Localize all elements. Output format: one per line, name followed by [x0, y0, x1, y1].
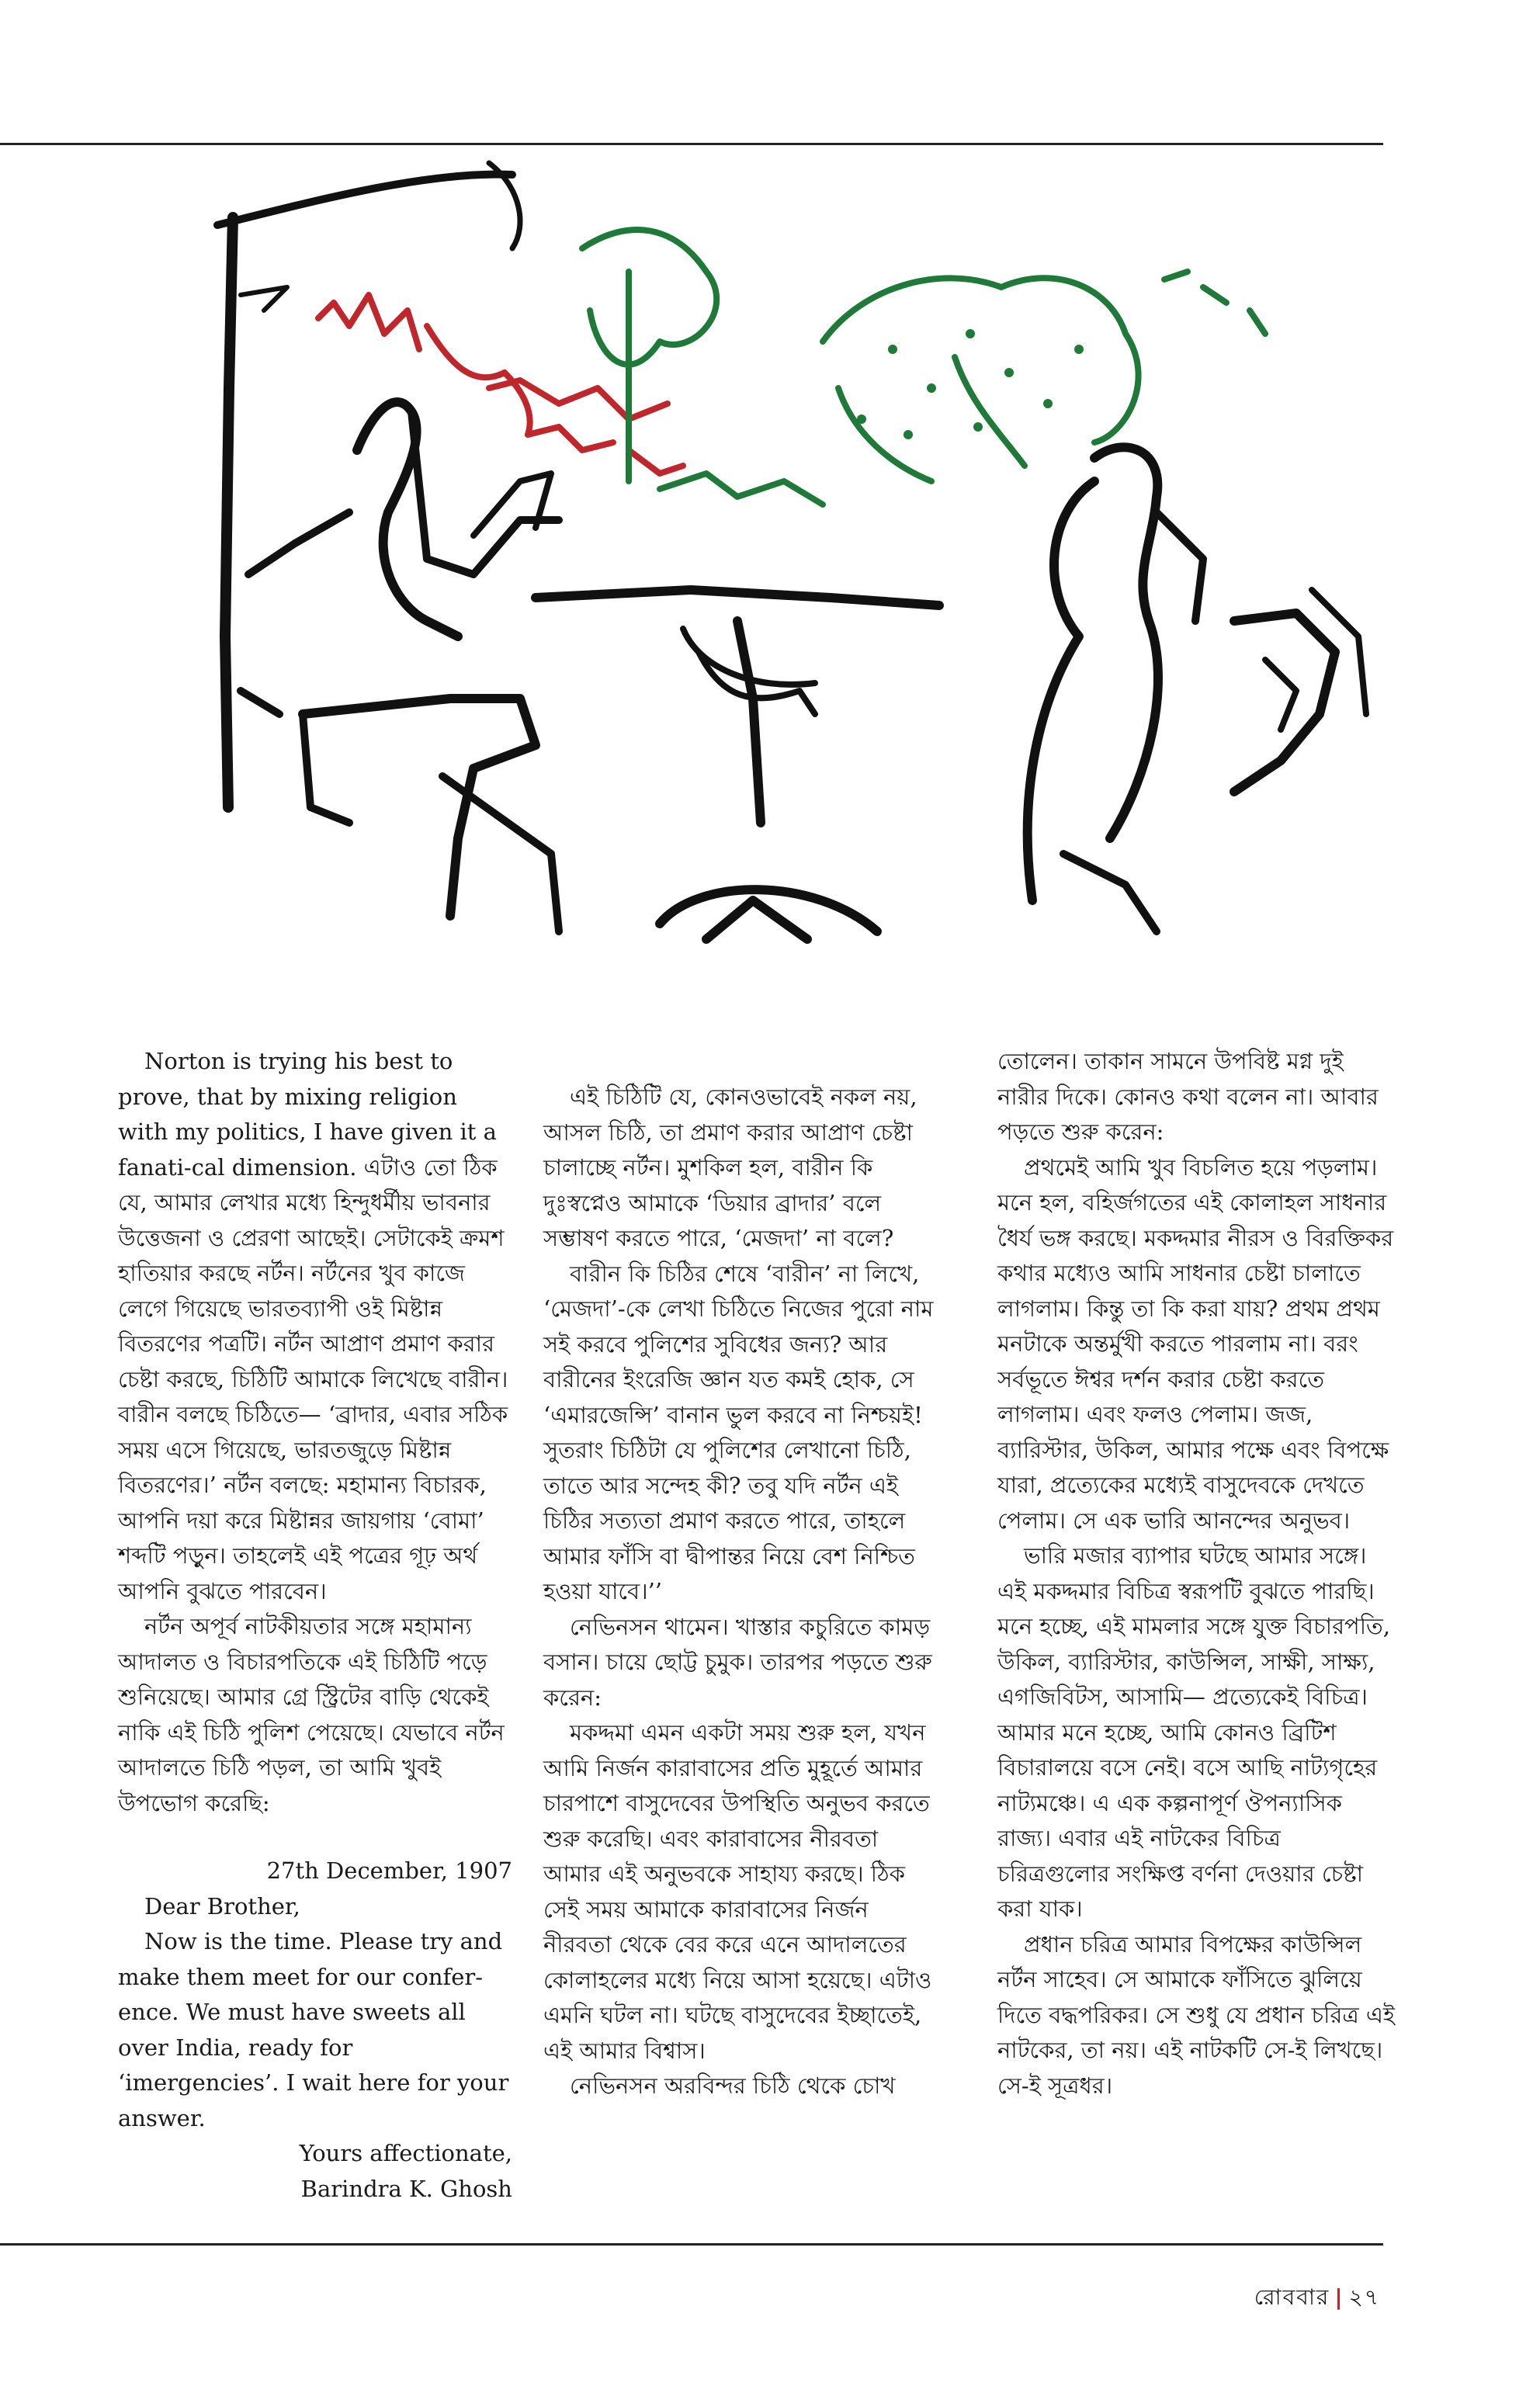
right-chair [1234, 613, 1335, 792]
table-stand [737, 621, 761, 823]
page-footer [1254, 2280, 1380, 2317]
paragraph: প্রধান চরিত্র আমার বিপক্ষের কাউন্সিল নর্টন সাহেব। সে আমাকে ফাঁসিতে ঝুলিয়ে দিতে বদ্ধপরিকর। সে শুধু যে প্রধান চরিত্র এই নাটকের, তা নয়। এই নাটকটি সে-ই লিখছে। সে-ই সূত্রধর। [997, 1930, 1396, 2099]
paragraph: এই চিঠিটি যে, কোনওভাবেই নকল নয়, আসল চিঠি, তা প্রমাণ করার আপ্রাণ চেষ্টা চালাচ্ছে নর্টন। মুশকিল হল, বারীন কি দুঃস্বপ্নেও আমাকে ‘ডিয়ার ব্রাদার’ বলে সম্ভাষণ করতে পারে, ‘মেজদা’ না বলে? [543, 1084, 917, 1251]
table-top [536, 590, 939, 605]
column-2 [543, 1044, 939, 2104]
letter-salutation: Dear Brother, [144, 1892, 300, 1920]
letter-body: Now is the time. Please try and make them meet for our confer-ence. We must have sweets all over India, ready for ‘imergencies’. I wait here for your answer. [118, 1928, 509, 2131]
paragraph: মকদ্দমা এমন একটা সময় শুরু হল, যখন আমি নির্জন কারাবাসের প্রতি মুহূর্তে আমার চারপাশে বাসুদেবের উপস্থিতি অনুভব করতে শুরু করেছি। এবং কারাবাসের নীরবতা আমার এই অনুভবকে সাহায্য করছে। ঠিক সেই সময় আমাকে কারাবাসের নির্জন নীরবতা থেকে বের করে এনে আদালতের কোলাহলের মধ্যে নিয়ে আসা হয়েছে। এটাও এমনি ঘটল না। ঘটছে বাসুদেবের ইচ্ছাতেই, এই আমার বিশ্বাস। [543, 1719, 932, 2064]
standing-figure [1094, 447, 1158, 838]
bottom-rule [0, 2243, 1383, 2246]
lamp-pole [225, 217, 233, 807]
green-dots [857, 329, 1084, 439]
paragraph: Norton is trying his best to prove, that by mixing religion with my politics, I have given it a fanati-cal dimension. এটাও তো ঠিক যে, আমার লেখার মধ্যে হিন্দুধর্মীয় ভাবনার উত্তেজনা ও প্রেরণা আছেই। সেটাকেই ক্রমশ হাতিয়ার করছে নর্টন। নর্টনের খুব কাজে লেগে গিয়েছে ভারতব্যাপী ওই মিষ্টান্ন বিতরণের পত্রটি। নর্টন আপ্রাণ প্রমাণ করার চেষ্টা করছে, চিঠিটি আমাকে লিখেছে বারীন। বারীন বলছে চিঠিতে— ‘ব্রাদার, এবার সঠিক সময় এসে গিয়েছে, ভারতজুড়ে মিষ্টান্ন বিতরণের।’ নর্টন বলছে: মহামান্য বিচারক, আপনি দয়া করে মিষ্টান্নর জায়গায় ‘বোমা’ শব্দটি পড়ুন। তাহলেই এই পত্রের গূঢ় অর্থ আপনি বুঝতে পারবেন। [118, 1048, 508, 1604]
paragraph: ভারি মজার ব্যাপার ঘটছে আমার সঙ্গে। এই মকদ্দমার বিচিত্র স্বরূপটি বুঝতে পারছি। মনে হচ্ছে, এই মামলার সঙ্গে যুক্ত বিচারপতি, উকিল, ব্যারিস্টার, কাউন্সিল, সাক্ষী, সাক্ষ্য, এগজিবিটস, আসামি— প্রত্যেকেই বিচিত্র। আমার মনে হচ্ছে, আমি কোনও ব্রিটিশ বিচারালয়ে বসে নেই। বসে আছি নাট্যগৃহের নাট্যমঞ্চে। এ এক কল্পনাপূর্ণ ঔপন্যাসিক রাজ্য। এবার এই নাটকের বিচিত্র চরিত্রগুলোর সংক্ষিপ্ত বর্ণনা দেওয়ার চেষ্টা করা যাক। [997, 1542, 1390, 1922]
lamp-arm [217, 175, 512, 225]
letter-closing: Yours affectionate, [299, 2140, 512, 2166]
paragraph: বারীন কি চিঠির শেষে ‘বারীন’ না লিখে, ‘মেজদা’-কে লেখা চিঠিতে নিজের পুরো নাম সই করবে পুলিশের সুবিধের জন্য? আর বারীনের ইংরেজি জ্ঞান যত কমই হোক, সে ‘এমারজেন্সি’ বানান ভুল করবে না নিশ্চয়ই! সুতরাং চিঠিটা যে পুলিশের লেখানো চিঠি, তাতে আর সন্দেহ কী? তবু যদি নর্টন এই চিঠির সত্যতা প্রমাণ করতে পারে, তাহলে আমার ফাঁসি বা দ্বীপান্তর নিয়ে বেশ নিশ্চিত হওয়া যাবে।’’ [543, 1260, 934, 1604]
paragraph: প্রথমেই আমি খুব বিচলিত হয়ে পড়লাম। মনে হল, বহির্জগতের এই কোলাহল সাধনার ধৈর্য ভঙ্গ করছে। মকদ্দমার নীরস ও বিরক্তিকর কথার মধ্যেও আমি সাধনার চেষ্টা চালাতে লাগলাম। কিন্তু তা কি করা যায়? প্রথম প্রথম মনটাকে অন্তর্মুখী করতে পারলাম না। বরং সর্বভূতে ঈশ্বর দর্শন করার চেষ্টা করতে লাগলাম। এবং ফলও পেলাম। জজ, ব্যারিস্টার, উকিল, আমার পক্ষে এবং বিপক্ষে যারা, প্রত্যেকের মধ্যেই বাসুদেবকে দেখতে পেলাম। সে এক ভারি আনন্দের অনুভব। [997, 1153, 1394, 1534]
letter-signature: Barindra K. Ghosh [300, 2175, 512, 2202]
column-1 [118, 1044, 512, 2207]
footer-separator: | [1334, 2284, 1344, 2310]
column-3 [997, 1044, 1397, 2103]
magazine-name: রোববার [1254, 2284, 1330, 2310]
letter-date: 27th December, 1907 [266, 1857, 512, 1884]
paragraph: নেভিনসন থামেন। খাস্তার কচুরিতে কামড় বসান। চায়ে ছোট্ট চুমুক। তারপর পড়তে শুরু করেন: [543, 1613, 932, 1711]
top-rule [0, 143, 1383, 145]
page-number: ২৭ [1348, 2284, 1380, 2310]
ink-illustration [194, 155, 1397, 1017]
quoted-letter [118, 1854, 512, 2207]
paragraph: নেভিনসন অরবিন্দর চিঠি থেকে চোখ [570, 2072, 896, 2099]
chair [303, 699, 536, 916]
seated-figure [357, 402, 458, 636]
paragraph: নর্টন অপূর্ব নাটকীয়তার সঙ্গে মহামান্য আদালত ও বিচারপতিকে এই চিঠিটি পড়ে শুনিয়েছে। আমার গ্রে স্ট্রিটের বাড়ি থেকেই নাকি এই চিঠি পুলিশ পেয়েছে। যেভাবে নর্টন আদালতে চিঠি পড়ল, তা আমি খুবই উপভোগ করেছি: [118, 1613, 505, 1816]
paragraph: তোলেন। তাকান সামনে উপবিষ্ট মগ্ন দুই নারীর দিকে। কোনও কথা বলেন না। আবার পড়তে শুরু করেন: [997, 1048, 1379, 1145]
